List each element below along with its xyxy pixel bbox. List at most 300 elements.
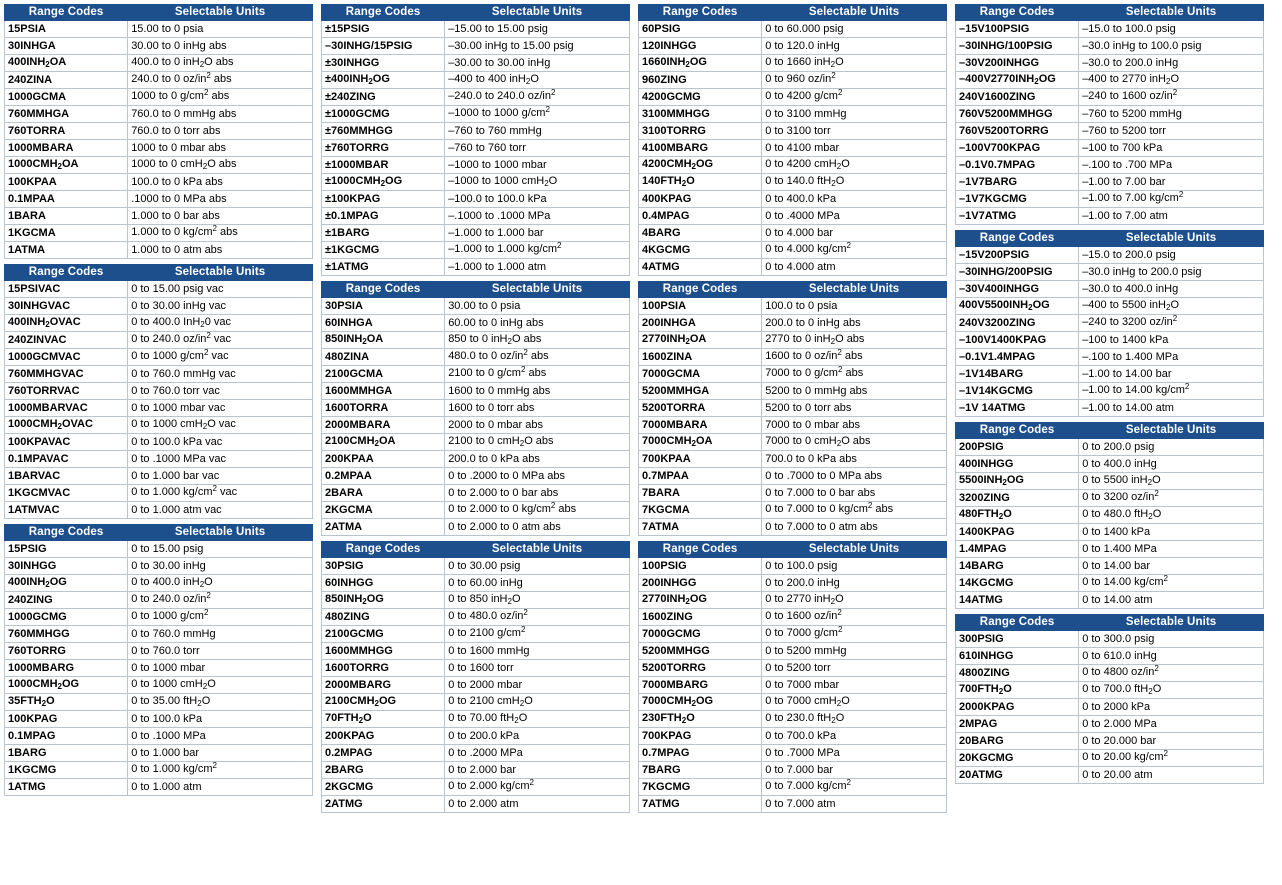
header-selectable-units: Selectable Units: [128, 5, 313, 21]
table-row: [322, 575, 630, 592]
range-code-cell: –1V7KGCMG: [956, 191, 1079, 208]
table-row: [5, 677, 313, 694]
table-row: [5, 609, 313, 626]
range-code-cell: 7BARG: [639, 762, 762, 779]
table-row: [639, 575, 947, 592]
range-code-cell: 0.2MPAG: [322, 745, 445, 762]
range-code-cell: ±240ZING: [322, 89, 445, 106]
table-row: [322, 21, 630, 38]
selectable-unit-cell: 0 to 60.000 psig: [762, 21, 947, 38]
range-code-cell: 200PSIG: [956, 439, 1079, 456]
table-row: [956, 247, 1264, 264]
selectable-unit-cell: 0 to 760.0 torr vac: [128, 383, 313, 400]
table-row: [956, 123, 1264, 140]
table-row: [956, 281, 1264, 298]
selectable-unit-cell: 0 to .7000 MPa: [762, 745, 947, 762]
header-selectable-units: Selectable Units: [445, 542, 630, 558]
selectable-unit-cell: 30.00 to 0 psia: [445, 298, 630, 315]
selectable-unit-cell: 0 to 1.000 bar: [128, 745, 313, 762]
table-row: [956, 332, 1264, 349]
table-row: [5, 502, 313, 519]
range-code-cell: 30PSIA: [322, 298, 445, 315]
range-code-cell: –0.1V1.4MPAG: [956, 349, 1079, 366]
range-table: [4, 524, 313, 796]
range-code-cell: 2ATMG: [322, 796, 445, 813]
selectable-unit-cell: 0 to 120.0 inHg: [762, 38, 947, 55]
range-code-cell: $230FTH_2O$: [639, 711, 762, 728]
table-row: [322, 796, 630, 813]
selectable-unit-cell: 0 to .7000 to 0 MPa abs: [762, 468, 947, 485]
selectable-unit-cell: 1.000 to 0 atm abs: [128, 242, 313, 259]
range-code-cell: $4200CMH_2OG$: [639, 157, 762, 174]
selectable-unit-cell: –30.0 inHg to 100.0 psig: [1079, 38, 1264, 55]
range-code-cell: $70FTH_2O$: [322, 711, 445, 728]
table-row: [322, 140, 630, 157]
table-row: [956, 733, 1264, 750]
selectable-unit-cell: 0 to 200.0 psig: [1079, 439, 1264, 456]
range-code-cell: 7000GCMG: [639, 626, 762, 643]
selectable-unit-cell: 0 to 1.000 atm: [128, 779, 313, 796]
range-code-cell: 1600TORRA: [322, 400, 445, 417]
range-code-cell: 240ZINA: [5, 72, 128, 89]
table-row: [5, 332, 313, 349]
header-range-codes: Range Codes: [639, 5, 762, 21]
selectable-unit-cell: 0 to .2000 to 0 MPa abs: [445, 468, 630, 485]
selectable-unit-cell: 2100 to 0 $g/cm^2$ abs: [445, 366, 630, 383]
table-row: [5, 558, 313, 575]
range-code-cell: ±1BARG: [322, 225, 445, 242]
selectable-unit-cell: 0 to 240.0 $oz/in^2$ vac: [128, 332, 313, 349]
range-code-cell: –15V100PSIG: [956, 21, 1079, 38]
range-code-cell: 0.2MPAA: [322, 468, 445, 485]
table-row: [322, 745, 630, 762]
range-code-cell: 1.4MPAG: [956, 541, 1079, 558]
selectable-unit-cell: 0 to .2000 MPa: [445, 745, 630, 762]
selectable-unit-cell: –1.000 to 1.000 bar: [445, 225, 630, 242]
table-row: [5, 89, 313, 106]
range-code-cell: 240ZING: [5, 592, 128, 609]
table-row: [322, 762, 630, 779]
selectable-unit-cell: 0 to 2.000 atm: [445, 796, 630, 813]
range-code-cell: 2MPAG: [956, 716, 1079, 733]
range-code-cell: ±15PSIG: [322, 21, 445, 38]
range-code-cell: 200INHGA: [639, 315, 762, 332]
table-header-row: [322, 5, 630, 21]
table-row: [639, 259, 947, 276]
selectable-unit-cell: 0 to 35.00 ftH$_2$O: [128, 694, 313, 711]
range-table: [955, 230, 1264, 417]
table-row: [5, 400, 313, 417]
selectable-unit-cell: 0 to .4000 MPa: [762, 208, 947, 225]
range-code-cell: 760MMHGG: [5, 626, 128, 643]
range-code-cell: 2KGCMG: [322, 779, 445, 796]
selectable-unit-cell: 0 to 240.0 $oz/in^2$: [128, 592, 313, 609]
selectable-unit-cell: –1.00 to 7.00 $kg/cm^2$: [1079, 191, 1264, 208]
range-code-cell: $2770INH_2OG$: [639, 592, 762, 609]
range-code-cell: 700KPAG: [639, 728, 762, 745]
selectable-unit-cell: –400 to 2770 inH$_2$O: [1079, 72, 1264, 89]
range-code-cell: 1400KPAG: [956, 524, 1079, 541]
range-table: [4, 264, 313, 519]
header-range-codes: Range Codes: [5, 525, 128, 541]
table-row: [322, 502, 630, 519]
table-row: [956, 682, 1264, 699]
range-code-cell: 1KGCMA: [5, 225, 128, 242]
range-code-cell: 200INHGG: [639, 575, 762, 592]
table-row: [322, 191, 630, 208]
table-row: [956, 541, 1264, 558]
selectable-unit-cell: 0 to 1600 torr: [445, 660, 630, 677]
selectable-unit-cell: 0 to .1000 MPa vac: [128, 451, 313, 468]
table-row: [956, 21, 1264, 38]
table-row: [956, 648, 1264, 665]
selectable-unit-cell: 0 to 400.0 inHg: [1079, 456, 1264, 473]
range-table: [321, 4, 630, 276]
table-row: [639, 157, 947, 174]
header-selectable-units: Selectable Units: [1079, 5, 1264, 21]
table-row: [322, 89, 630, 106]
selectable-unit-cell: 0 to 700.0 kPa: [762, 728, 947, 745]
header-range-codes: Range Codes: [639, 282, 762, 298]
table-row: [956, 558, 1264, 575]
selectable-unit-cell: 0 to 4100 mbar: [762, 140, 947, 157]
selectable-unit-cell: 240.0 to 0 $oz/in^2$ abs: [128, 72, 313, 89]
selectable-unit-cell: 0 to 20.00 atm: [1079, 767, 1264, 784]
range-code-cell: –100V1400KPAG: [956, 332, 1079, 349]
table-row: [5, 366, 313, 383]
range-code-cell: 1000GCMG: [5, 609, 128, 626]
selectable-unit-cell: 760.0 to 0 torr abs: [128, 123, 313, 140]
selectable-unit-cell: 100.0 to 0 psia: [762, 298, 947, 315]
range-table: [638, 4, 947, 276]
selectable-unit-cell: 0 to 1600 mmHg: [445, 643, 630, 660]
range-code-cell: 30INHGA: [5, 38, 128, 55]
range-code-cell: 1ATMA: [5, 242, 128, 259]
table-row: [5, 349, 313, 366]
selectable-unit-cell: 7000 to 0 mbar abs: [762, 417, 947, 434]
selectable-unit-cell: 30.00 to 0 inHg abs: [128, 38, 313, 55]
selectable-unit-cell: 0 to 5500 inH$_2$O: [1079, 473, 1264, 490]
table-header-row: [5, 5, 313, 21]
selectable-unit-cell: 0 to 400.0 inH$_2$O: [128, 575, 313, 592]
selectable-unit-cell: 7000 to 0 cmH$_2$O abs: [762, 434, 947, 451]
selectable-unit-cell: 0 to 480.0 $oz/in^2$: [445, 609, 630, 626]
range-code-cell: 7000GCMA: [639, 366, 762, 383]
table-row: [5, 745, 313, 762]
range-code-cell: 1600MMHGA: [322, 383, 445, 400]
selectable-unit-cell: 0 to 7000 mbar: [762, 677, 947, 694]
range-code-cell: $1000CMH_2OG$: [5, 677, 128, 694]
range-code-cell: $400INH_2OA$: [5, 55, 128, 72]
selectable-unit-cell: 0 to 1.400 MPa: [1079, 541, 1264, 558]
range-code-cell: 2000MBARA: [322, 417, 445, 434]
range-code-cell: 400INHGG: [956, 456, 1079, 473]
table-row: [639, 626, 947, 643]
table-header-row: [639, 5, 947, 21]
range-code-cell: 200KPAG: [322, 728, 445, 745]
table-row: [956, 631, 1264, 648]
table-row: [639, 106, 947, 123]
table-row: [956, 89, 1264, 106]
selectable-unit-cell: –30.0 to 400.0 inHg: [1079, 281, 1264, 298]
table-row: [639, 745, 947, 762]
selectable-unit-cell: 0 to 3100 mmHg: [762, 106, 947, 123]
table-row: [322, 626, 630, 643]
range-code-cell: –1V7BARG: [956, 174, 1079, 191]
selectable-unit-cell: –1.00 to 14.00 bar: [1079, 366, 1264, 383]
table-row: [956, 208, 1264, 225]
range-code-cell: –30INHG/15PSIG: [322, 38, 445, 55]
table-row: [639, 366, 947, 383]
range-code-cell: –30V400INHGG: [956, 281, 1079, 298]
header-range-codes: Range Codes: [322, 542, 445, 558]
range-code-cell: 0.7MPAG: [639, 745, 762, 762]
table-row: [639, 21, 947, 38]
range-code-cell: $1000CMH_2OA$: [5, 157, 128, 174]
table-row: [956, 473, 1264, 490]
range-code-cell: $400INH_2OVAC$: [5, 315, 128, 332]
selectable-unit-cell: 0 to 4.000 atm: [762, 259, 947, 276]
selectable-unit-cell: –.100 to .700 MPa: [1079, 157, 1264, 174]
selectable-unit-cell: 0 to 1660 inH$_2$O: [762, 55, 947, 72]
range-code-cell: 15PSIVAC: [5, 281, 128, 298]
selectable-unit-cell: 0 to 14.00 $kg/cm^2$: [1079, 575, 1264, 592]
range-code-cell: 3100TORRG: [639, 123, 762, 140]
selectable-unit-cell: 0 to 1000 $g/cm^2$ vac: [128, 349, 313, 366]
selectable-unit-cell: 0 to 2100 $g/cm^2$: [445, 626, 630, 643]
range-code-cell: 5200TORRA: [639, 400, 762, 417]
selectable-unit-cell: 0 to 960 $oz/in^2$: [762, 72, 947, 89]
range-code-cell: $1000CMH_2OVAC$: [5, 417, 128, 434]
table-row: [5, 191, 313, 208]
table-row: [956, 507, 1264, 524]
selectable-unit-cell: –100 to 700 kPa: [1079, 140, 1264, 157]
selectable-unit-cell: –760 to 5200 torr: [1079, 123, 1264, 140]
range-code-cell: 610INHGG: [956, 648, 1079, 665]
range-code-cell: –1V14BARG: [956, 366, 1079, 383]
selectable-unit-cell: –30.0 to 200.0 inHg: [1079, 55, 1264, 72]
table-row: [5, 417, 313, 434]
range-code-cell: 7ATMA: [639, 519, 762, 536]
range-code-cell: ±1000GCMG: [322, 106, 445, 123]
selectable-unit-cell: –15.0 to 100.0 psig: [1079, 21, 1264, 38]
table-row: [956, 716, 1264, 733]
range-code-cell: 1BARG: [5, 745, 128, 762]
header-range-codes: Range Codes: [322, 282, 445, 298]
range-code-cell: 1BARA: [5, 208, 128, 225]
selectable-unit-cell: –30.0 inHg to 200.0 psig: [1079, 264, 1264, 281]
range-code-cell: 1000MBARG: [5, 660, 128, 677]
table-row: [5, 225, 313, 242]
range-code-cell: 4100MBARG: [639, 140, 762, 157]
selectable-unit-cell: 0 to 30.00 inHg: [128, 558, 313, 575]
range-code-cell: 1ATMVAC: [5, 502, 128, 519]
table-row: [322, 315, 630, 332]
range-code-cell: 3200ZING: [956, 490, 1079, 507]
range-table: [638, 281, 947, 536]
range-code-cell: ±760MMHGG: [322, 123, 445, 140]
table-row: [639, 643, 947, 660]
selectable-unit-cell: 0 to 3100 torr: [762, 123, 947, 140]
selectable-unit-cell: 0 to 14.00 atm: [1079, 592, 1264, 609]
selectable-unit-cell: 200.0 to 0 kPa abs: [445, 451, 630, 468]
table-row: [5, 541, 313, 558]
table-row: [322, 72, 630, 89]
range-code-cell: 4800ZING: [956, 665, 1079, 682]
range-code-cell: 15PSIA: [5, 21, 128, 38]
range-code-cell: 1600ZING: [639, 609, 762, 626]
table-header-row: [639, 542, 947, 558]
range-code-cell: 240ZINVAC: [5, 332, 128, 349]
selectable-unit-cell: 100.0 to 0 kPa abs: [128, 174, 313, 191]
range-code-cell: –1V 14ATMG: [956, 400, 1079, 417]
selectable-unit-cell: –15.0 to 200.0 psig: [1079, 247, 1264, 264]
selectable-unit-cell: 0 to 30.00 psig: [445, 558, 630, 575]
range-code-cell: 1000MBARA: [5, 140, 128, 157]
selectable-unit-cell: 400.0 to 0 inH$_2$O abs: [128, 55, 313, 72]
range-code-cell: 30PSIG: [322, 558, 445, 575]
table-row: [322, 106, 630, 123]
range-code-cell: 1600TORRG: [322, 660, 445, 677]
table-row: [322, 400, 630, 417]
table-row: [639, 762, 947, 779]
selectable-unit-cell: 0 to 5200 torr: [762, 660, 947, 677]
table-row: [5, 315, 313, 332]
header-selectable-units: Selectable Units: [762, 282, 947, 298]
table-row: [639, 315, 947, 332]
range-code-cell: 14ATMG: [956, 592, 1079, 609]
table-row: [639, 728, 947, 745]
range-code-cell: 700KPAA: [639, 451, 762, 468]
table-row: [322, 728, 630, 745]
header-selectable-units: Selectable Units: [762, 542, 947, 558]
table-row: [5, 434, 313, 451]
range-code-cell: 1000GCMA: [5, 89, 128, 106]
selectable-unit-cell: 0 to 850 inH$_2$O: [445, 592, 630, 609]
table-header-row: [956, 231, 1264, 247]
selectable-unit-cell: –240 to 3200 $oz/in^2$: [1079, 315, 1264, 332]
range-code-cell: 100PSIG: [639, 558, 762, 575]
selectable-unit-cell: 0 to 7000 $g/cm^2$: [762, 626, 947, 643]
selectable-unit-cell: 0 to 1000 mbar vac: [128, 400, 313, 417]
table-row: [956, 140, 1264, 157]
selectable-unit-cell: 0 to 200.0 kPa: [445, 728, 630, 745]
table-row: [956, 174, 1264, 191]
selectable-unit-cell: 0 to 760.0 mmHg vac: [128, 366, 313, 383]
selectable-unit-cell: 0 to 2.000 $kg/cm^2$: [445, 779, 630, 796]
table-row: [639, 609, 947, 626]
selectable-unit-cell: –1.00 to 14.00 $kg/cm^2$: [1079, 383, 1264, 400]
table-row: [5, 779, 313, 796]
selectable-unit-cell: 0 to 2.000 to 0 atm abs: [445, 519, 630, 536]
table-row: [639, 711, 947, 728]
range-code-cell: 2000MBARG: [322, 677, 445, 694]
selectable-unit-cell: 0 to 100.0 psig: [762, 558, 947, 575]
table-row: [639, 796, 947, 813]
selectable-unit-cell: 0 to 7.000 $kg/cm^2$: [762, 779, 947, 796]
range-code-cell: $850INH_2OG$: [322, 592, 445, 609]
table-header-row: [956, 5, 1264, 21]
selectable-unit-cell: 0 to 200.0 inHg: [762, 575, 947, 592]
table-row: [639, 191, 947, 208]
range-code-cell: –1V7ATMG: [956, 208, 1079, 225]
table-row: [5, 208, 313, 225]
table-row: [956, 665, 1264, 682]
table-row: [5, 660, 313, 677]
selectable-unit-cell: 0 to 14.00 bar: [1079, 558, 1264, 575]
table-row: [639, 434, 947, 451]
range-code-cell: 760TORRG: [5, 643, 128, 660]
range-code-cell: 760V5200TORRG: [956, 123, 1079, 140]
table-row: [639, 332, 947, 349]
selectable-unit-cell: 0 to 70.00 ftH$_2$O: [445, 711, 630, 728]
range-code-cell: 60INHGG: [322, 575, 445, 592]
table-row: [639, 592, 947, 609]
table-row: [322, 298, 630, 315]
table-row: [639, 694, 947, 711]
table-row: [639, 558, 947, 575]
table-row: [956, 699, 1264, 716]
table-row: [5, 728, 313, 745]
table-header-row: [956, 615, 1264, 631]
range-code-cell: 0.1MPAG: [5, 728, 128, 745]
selectable-unit-cell: 0 to 7.000 to 0 atm abs: [762, 519, 947, 536]
table-header-row: [322, 282, 630, 298]
range-code-cell: 5200TORRG: [639, 660, 762, 677]
range-code-cell: 1BARVAC: [5, 468, 128, 485]
table-row: [322, 519, 630, 536]
selectable-unit-cell: 700.0 to 0 kPa abs: [762, 451, 947, 468]
selectable-unit-cell: 0 to 7.000 atm: [762, 796, 947, 813]
table-row: [956, 72, 1264, 89]
selectable-unit-cell: 200.0 to 0 inHg abs: [762, 315, 947, 332]
range-code-cell: 100KPAVAC: [5, 434, 128, 451]
table-row: [5, 383, 313, 400]
table-header-row: [639, 282, 947, 298]
range-code-cell: $700FTH_2O$: [956, 682, 1079, 699]
selectable-unit-cell: 0 to 5200 mmHg: [762, 643, 947, 660]
selectable-unit-cell: 0 to 230.0 ftH$_2$O: [762, 711, 947, 728]
range-code-cell: –15V200PSIG: [956, 247, 1079, 264]
range-code-cell: 100PSIA: [639, 298, 762, 315]
table-row: [322, 609, 630, 626]
range-code-cell: 15PSIG: [5, 541, 128, 558]
table-row: [956, 439, 1264, 456]
selectable-unit-cell: 1600 to 0 torr abs: [445, 400, 630, 417]
range-code-cell: $400V5500INH_2OG$: [956, 298, 1079, 315]
table-header-row: [322, 542, 630, 558]
range-code-cell: 1ATMG: [5, 779, 128, 796]
table-row: [956, 592, 1264, 609]
selectable-unit-cell: 0 to 30.00 inHg vac: [128, 298, 313, 315]
header-selectable-units: Selectable Units: [762, 5, 947, 21]
range-table: [955, 4, 1264, 225]
table-row: [639, 89, 947, 106]
selectable-unit-cell: 0 to 1000 cmH$_2$O: [128, 677, 313, 694]
table-row: [322, 677, 630, 694]
selectable-unit-cell: –100.0 to 100.0 kPa: [445, 191, 630, 208]
range-code-cell: 1KGCMG: [5, 762, 128, 779]
selectable-unit-cell: –100 to 1400 kPa: [1079, 332, 1264, 349]
selectable-unit-cell: –760 to 760 mmHg: [445, 123, 630, 140]
selectable-unit-cell: 0 to 7000 cmH$_2$O: [762, 694, 947, 711]
table-row: [322, 225, 630, 242]
range-code-cell: –30INHG/100PSIG: [956, 38, 1079, 55]
table-row: [322, 366, 630, 383]
range-code-cell: 7BARA: [639, 485, 762, 502]
table-row: [956, 400, 1264, 417]
selectable-unit-cell: 0 to 4800 $oz/in^2$: [1079, 665, 1264, 682]
